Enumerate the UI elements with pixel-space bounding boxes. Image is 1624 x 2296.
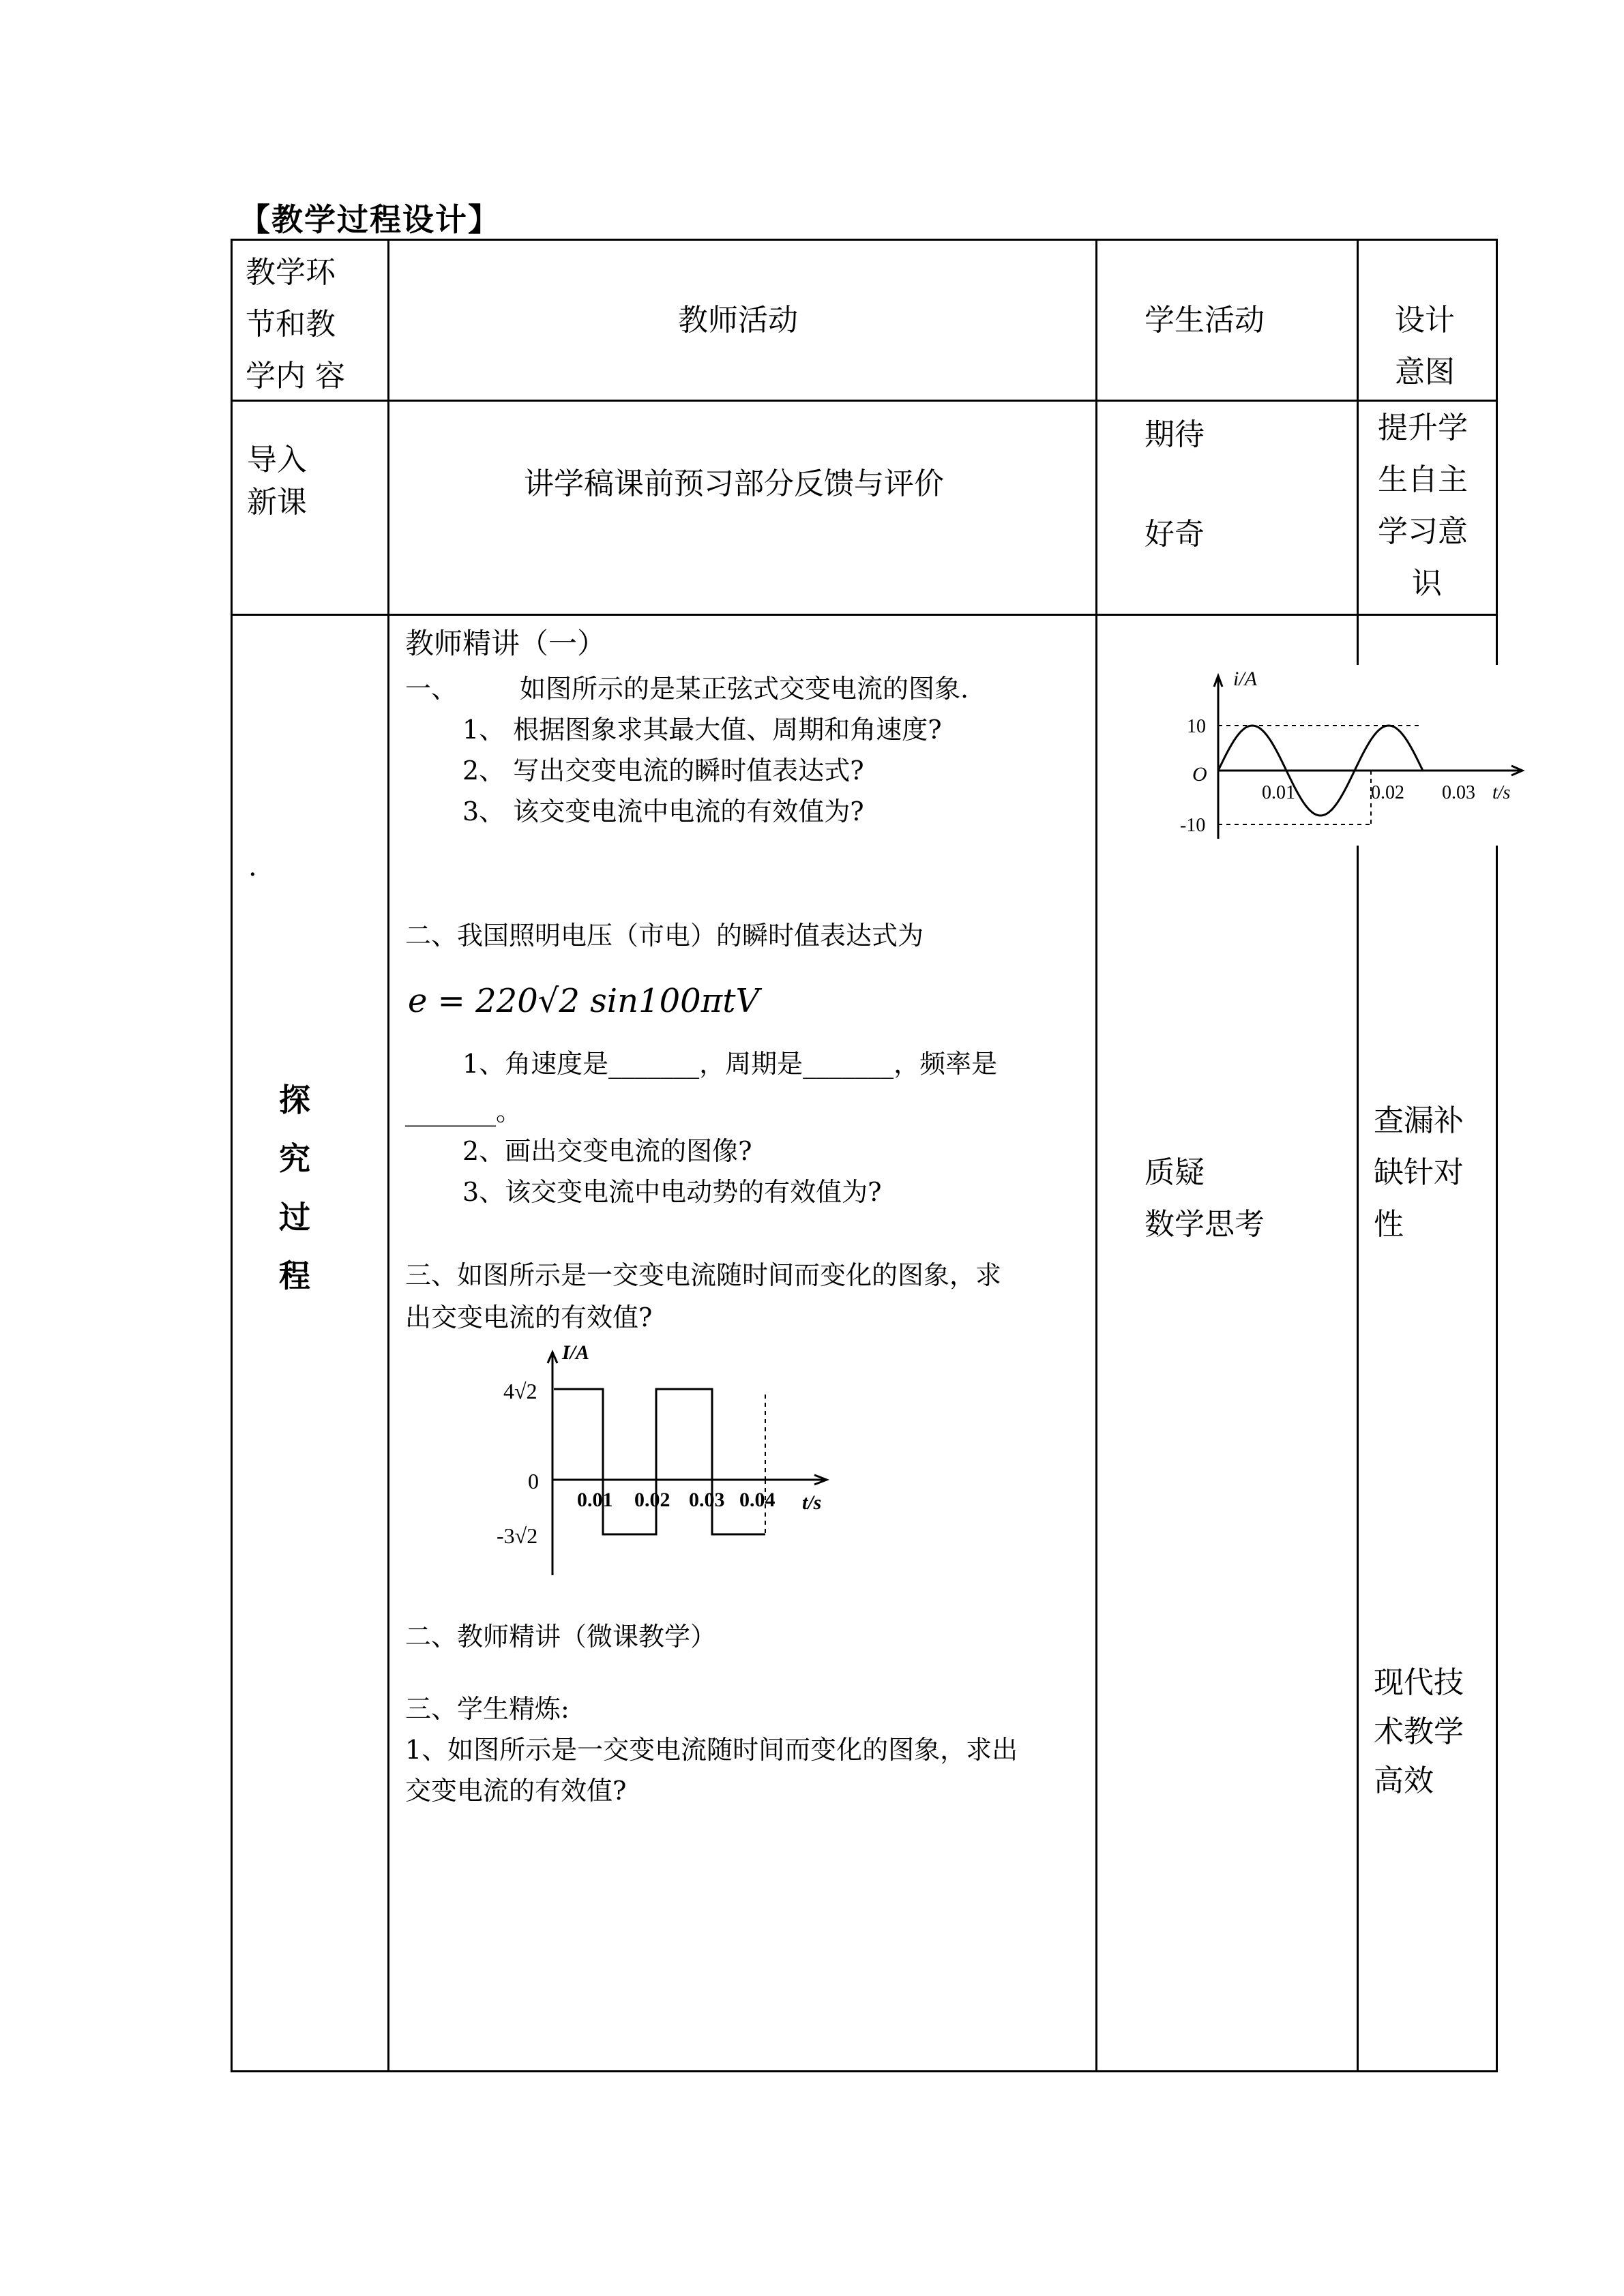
- sine-origin: O: [1192, 763, 1207, 786]
- header-student: 学生活动: [1145, 303, 1265, 338]
- explore-intent-a: 查漏补 缺针对 性: [1374, 1103, 1464, 1242]
- q1-number: 一、: [405, 674, 458, 704]
- square-origin: 0: [528, 1469, 539, 1493]
- sine-y-label: i/A: [1233, 668, 1257, 690]
- square-x-tick-3: 0.03: [689, 1489, 725, 1511]
- sine-wave-graph: [1160, 665, 1528, 846]
- q2-formula: e = 220√2 sin100πtV: [408, 982, 760, 1020]
- sine-x-label: t/s: [1492, 782, 1511, 803]
- square-y-tick-top: 4√2: [503, 1379, 537, 1403]
- explore-intent-b: 现代技 术教学 高效: [1374, 1665, 1464, 1798]
- square-x-tick-2: 0.02: [634, 1489, 670, 1511]
- practice-q1-line-2: 交变电流的有效值?: [405, 1776, 627, 1806]
- square-x-tick-4: 0.04: [739, 1489, 776, 1511]
- square-y-tick-bottom: -3√2: [497, 1523, 538, 1548]
- intro-stage: 导入 新课: [247, 443, 307, 520]
- q2-item-1a: 1、角速度是_______，周期是_______，频率是: [462, 1049, 998, 1079]
- sine-y-tick-top: 10: [1187, 716, 1206, 737]
- square-x-label: t/s: [802, 1491, 822, 1514]
- stage-vertical-label: 探 究 过 程: [279, 1082, 310, 1294]
- square-y-label: I/A: [562, 1341, 590, 1364]
- lecture-heading: 二、教师精讲（微课教学）: [405, 1622, 717, 1652]
- section-title: 【教学过程设计】: [239, 201, 501, 238]
- square-wave-graph: [477, 1340, 859, 1585]
- header-teacher: 教师活动: [678, 303, 798, 338]
- sine-x-tick-3: 0.03: [1442, 782, 1475, 803]
- practice-heading: 三、学生精炼:: [405, 1694, 570, 1724]
- q1-item-3: 3、 该交变电流中电流的有效值为?: [462, 796, 864, 826]
- q1-intro: 如图所示的是某正弦式交变电流的图象.: [520, 674, 969, 704]
- q2-intro: 二、我国照明电压（市电）的瞬时值表达式为: [405, 921, 924, 951]
- q1-item-2: 2、 写出交变电流的瞬时值表达式?: [462, 756, 864, 786]
- sine-y-tick-bottom: -10: [1180, 815, 1206, 836]
- q2-item-1b: _______。: [405, 1097, 522, 1127]
- q1-item-1: 1、 根据图象求其最大值、周期和角速度?: [462, 715, 942, 745]
- intro-intent: 提升学 生自主 学习意 识: [1378, 411, 1468, 601]
- q2-item-3: 3、该交变电流中电动势的有效值为?: [462, 1177, 882, 1207]
- practice-q1-line-1: 1、如图所示是一交变电流随时间而变化的图象，求出: [405, 1735, 1018, 1765]
- square-x-tick-1: 0.01: [577, 1489, 613, 1511]
- q3-line-2: 出交变电流的有效值?: [405, 1302, 653, 1332]
- intro-student-2: 好奇: [1145, 517, 1205, 552]
- q2-item-2: 2、画出交变电流的图像?: [462, 1136, 752, 1166]
- teacher-heading: 教师精讲（一）: [405, 627, 606, 660]
- header-intent: 设计 意图: [1395, 303, 1455, 389]
- sine-x-tick-1: 0.01: [1262, 782, 1295, 803]
- intro-teacher: 讲学稿课前预习部分反馈与评价: [524, 466, 944, 501]
- q3-line-1: 三、如图所示是一交变电流随时间而变化的图象，求: [405, 1260, 1002, 1290]
- explore-student: 质疑 数学思考: [1145, 1155, 1265, 1242]
- intro-student-1: 期待: [1145, 417, 1205, 452]
- sine-x-tick-2: 0.02: [1371, 782, 1404, 803]
- header-stage: 教学环 节和教 学内 容: [246, 255, 345, 393]
- stage-dot: .: [248, 851, 257, 882]
